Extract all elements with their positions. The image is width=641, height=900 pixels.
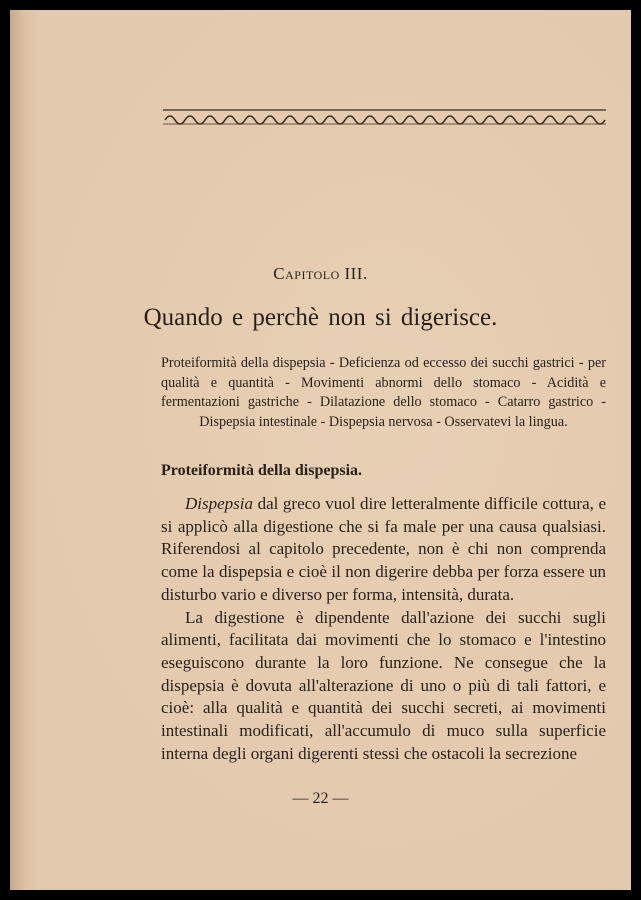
paragraph-1-text: dal greco vuol dire letteralmente difficile cottura, e si applicò alla digestione che si fa male per una causa qualsiasi. Riferendosi al capitolo precedente, non è chi non comprenda come la dispepsia e cioè il non digerire debba per forza essere un disturbo vario e diverso per forma, intensità, durata. [161,494,606,604]
book-page [10,10,631,890]
paragraph-1-lead-word: Dispepsia [185,494,253,513]
paragraph-1 [161,493,606,607]
chapter-label: Capitolo III. [273,264,368,283]
paragraph-2: La digestione è dipendente dall'azione dei succhi sugli alimenti, facilitata dai movimenti che lo stomaco e l'intestino eseguiscono durante la loro funzione. Ne consegue che la dispepsia è dovuta all'alterazione di uno o più di tali fattori, e cioè: alla qualità e quantità dei succhi secreti, ai movimenti intestinali modificati, all'accumulo di muco sulla superficie interna degli organi digerenti stessi che ostacoli la secrezione [161,607,606,763]
page-number: — 22 — [292,790,349,807]
body-text [161,493,606,765]
chapter-title: Quando e perchè non si digerisce. [143,304,498,331]
decorative-border-ornament [163,108,606,126]
section-heading: Proteiformità della dispepsia. [161,462,363,479]
chapter-summary: Proteiformità della dispepsia - Deficienza od eccesso dei succhi gastrici - per qualità e quantità - Movimenti abnormi dello stomaco - Acidità e fermentazioni gastriche - Dilatazione dello stomaco - Catarro gastrico - Dispepsia intestinale - Dispepsia nervosa - Osservatevi la lingua. [161,355,606,430]
